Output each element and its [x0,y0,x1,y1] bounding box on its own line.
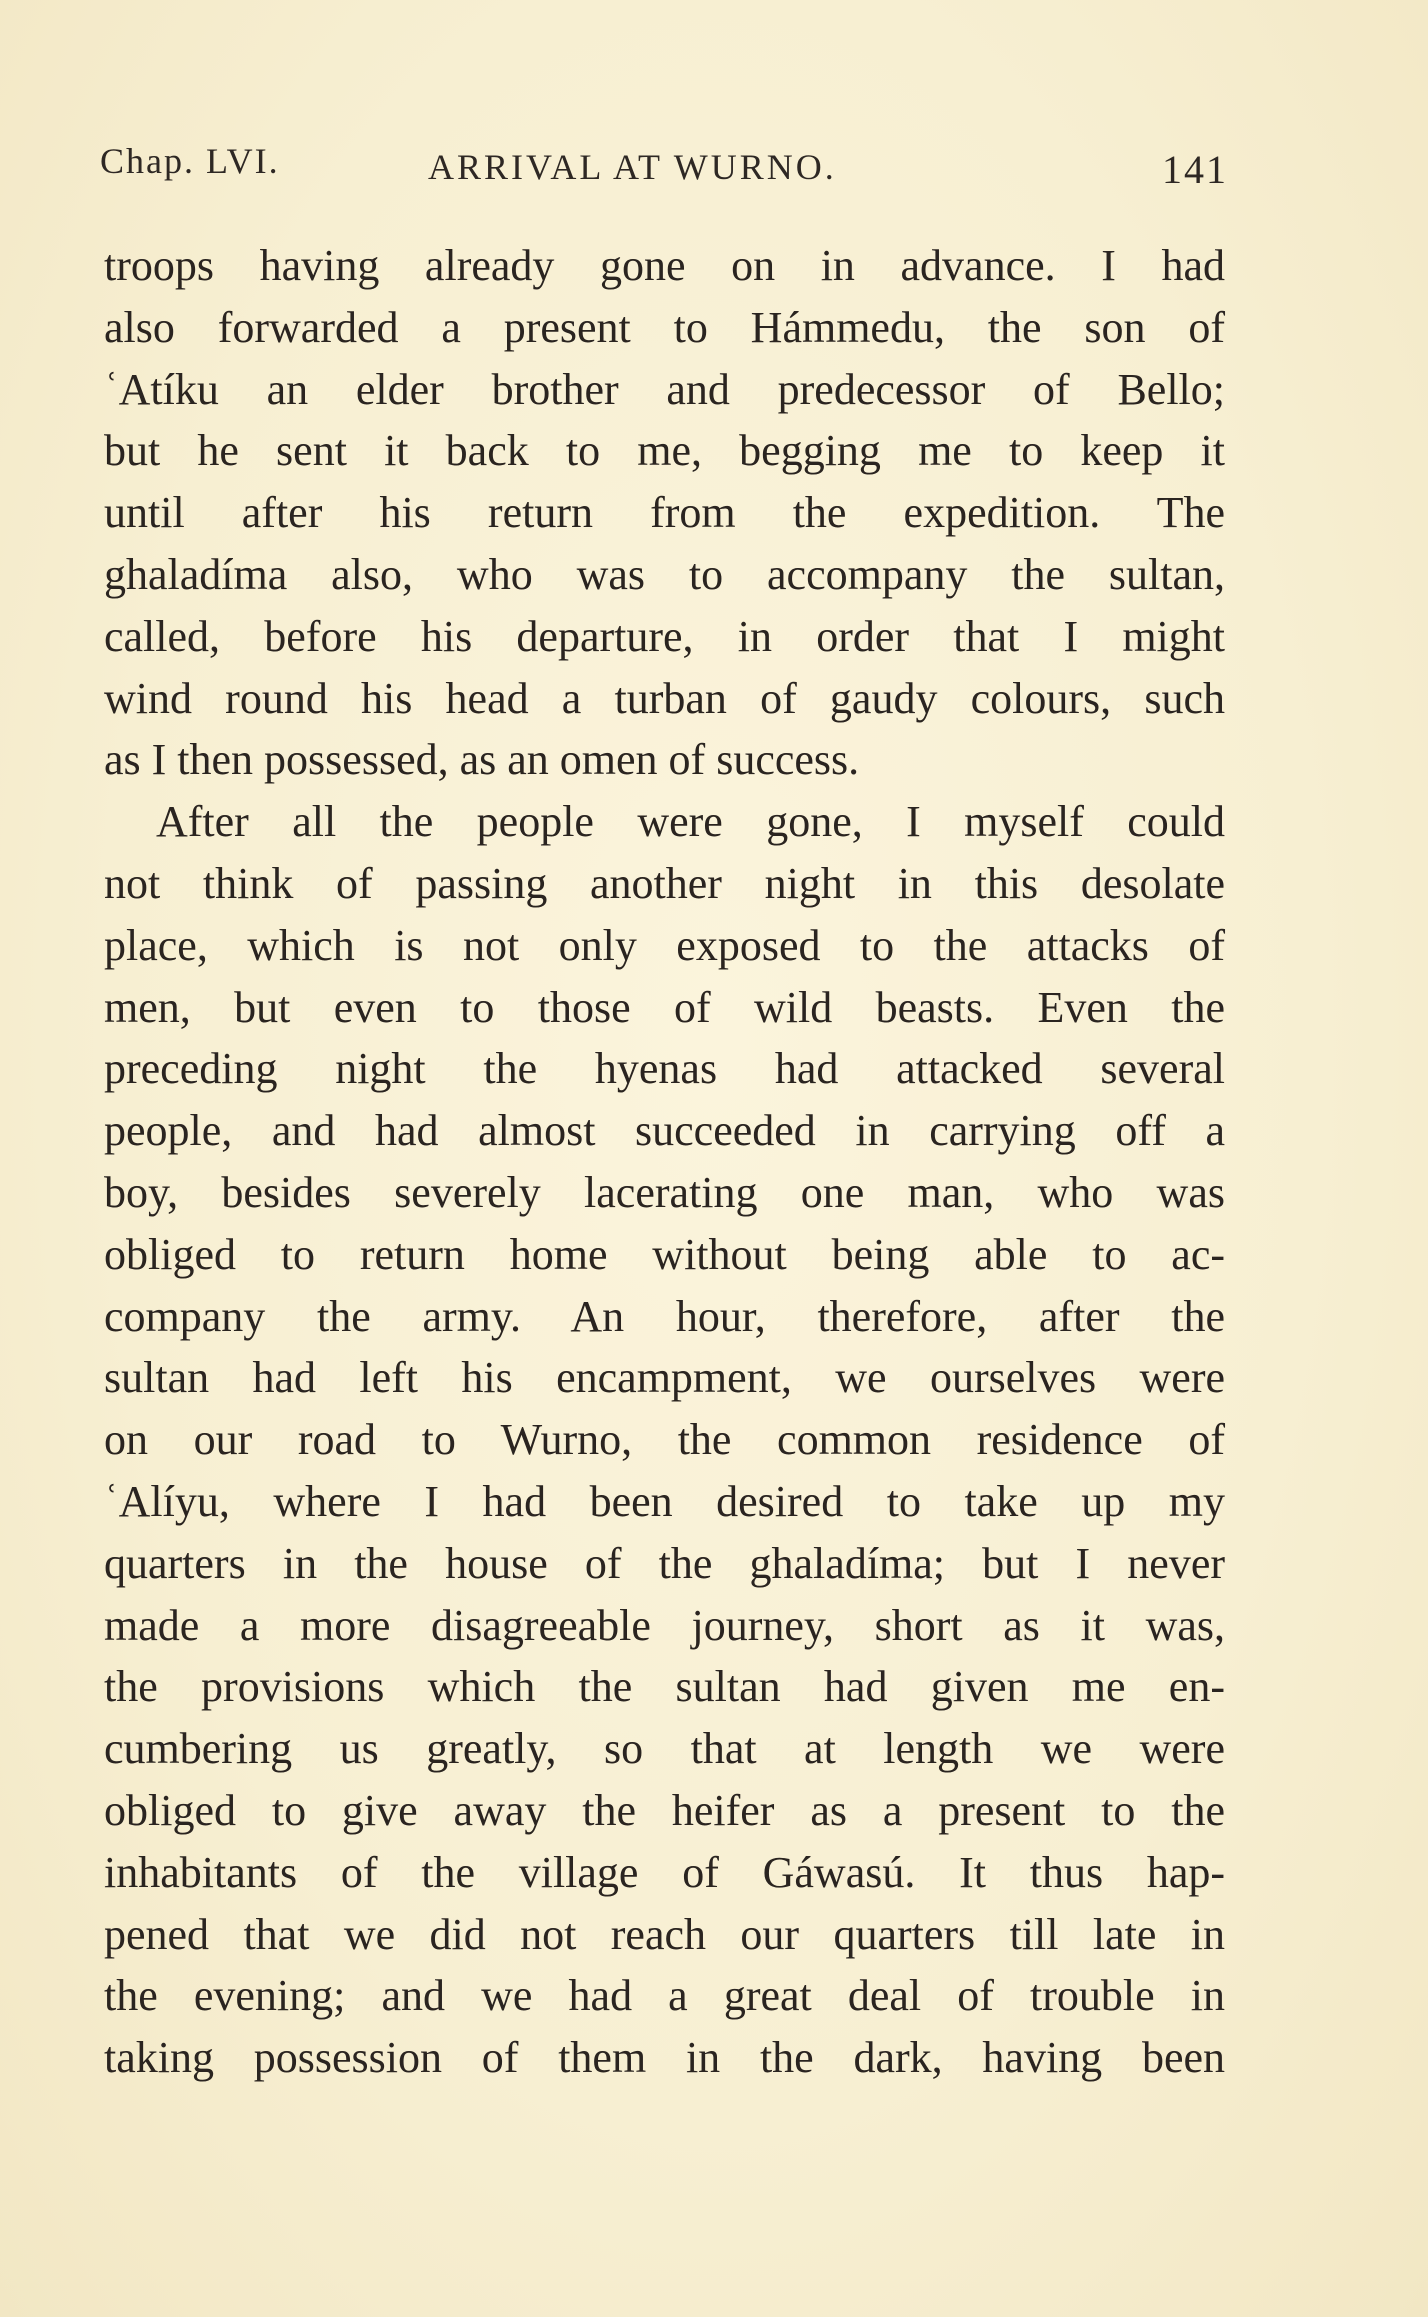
text-line: quarters in the house of the ghaladíma; but I never [104,1538,1225,1588]
text-line: ʿAlíyu, where I had been desired to take up my [104,1476,1225,1526]
text-line: troops having already gone on in advance. I had [104,241,1225,290]
paragraph-start-line: After all the people were gone, I myself could [156,797,1225,847]
text-line: obliged to return home without being able to ac- [104,1229,1225,1279]
text-line: made a more disagreeable journey, short as it was, [104,1600,1225,1650]
text-line: inhabitants of the village of Gáwasú. It thus hap- [104,1847,1225,1897]
text-line: place, which is not only exposed to the attacks of [104,920,1225,970]
chapter-label: Chap. LVI. [100,141,280,181]
text-line: ghaladíma also, who was to accompany the sultan, [104,549,1225,599]
body-text [104,235,1225,2089]
text-line: people, and had almost succeeded in carrying off a [104,1106,1225,1156]
text-line: sultan had left his encampment, we ourselves were [104,1353,1225,1403]
page-number: 141 [1162,147,1228,192]
text-line: wind round his head a turban of gaudy colours, such [104,673,1225,723]
text-line: taking possession of them in the dark, having been [104,2033,1225,2083]
text-line: the provisions which the sultan had given me en- [104,1662,1225,1712]
text-line: called, before his departure, in order that I might [104,611,1225,661]
running-head [100,140,1228,200]
text-line: men, but even to those of wild beasts. Even the [104,982,1225,1032]
text-line: pened that we did not reach our quarters till late in [104,1909,1225,1959]
text-line: boy, besides severely lacerating one man, who was [104,1167,1225,1217]
text-line: ʿAtíku an elder brother and predecessor of Bello; [104,364,1225,414]
text-line: obliged to give away the heifer as a present to the [104,1785,1225,1835]
text-line: preceding night the hyenas had attacked several [104,1044,1225,1094]
text-line: company the army. An hour, therefore, after the [104,1291,1225,1341]
text-line: cumbering us greatly, so that at length we were [104,1724,1225,1774]
text-line: as I then possessed, as an omen of success. [104,735,860,785]
text-line: also forwarded a present to Hámmedu, the son of [104,302,1225,352]
running-title: ARRIVAL AT WURNO. [428,147,837,187]
text-line: the evening; and we had a great deal of trouble in [104,1971,1225,2021]
text-line: until after his return from the expedition. The [104,488,1225,538]
text-line: but he sent it back to me, begging me to keep it [104,426,1225,476]
text-line: on our road to Wurno, the common residence of [104,1415,1225,1465]
text-line: not think of passing another night in this desolate [104,858,1225,908]
